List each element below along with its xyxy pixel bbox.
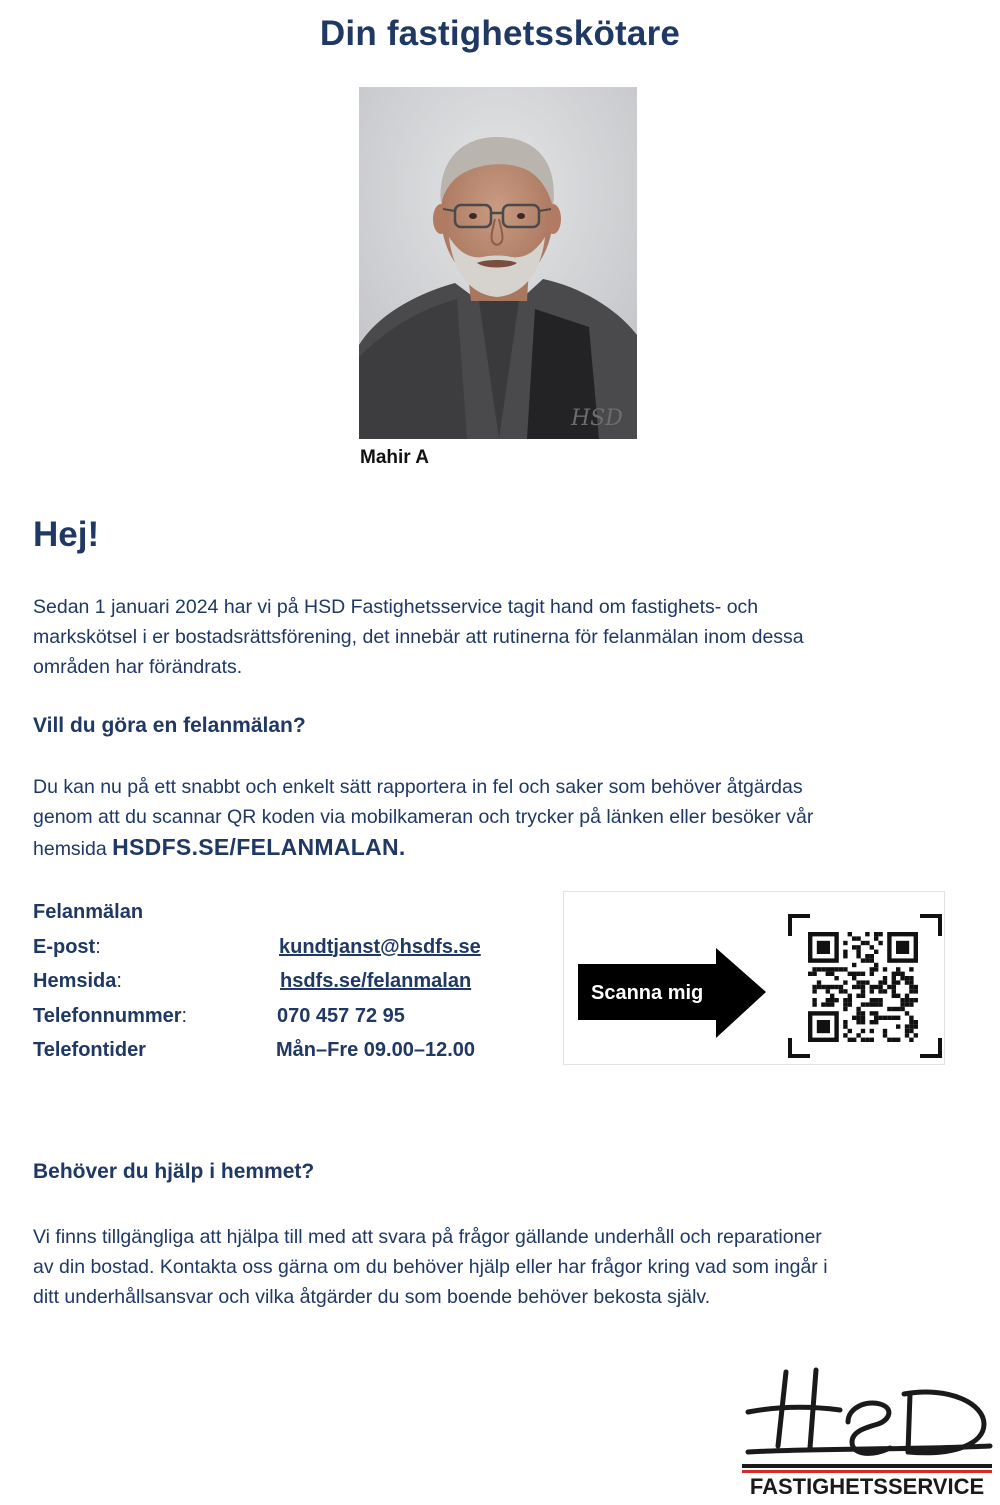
qr-panel bbox=[563, 891, 945, 1065]
scan-me-label: Scanna mig bbox=[591, 982, 704, 1004]
photo-caption: Mahir A bbox=[360, 447, 429, 468]
email-link[interactable]: kundtjanst@hsdfs.se bbox=[279, 935, 481, 958]
greeting-heading: Hej! bbox=[33, 515, 100, 554]
contact-heading-row bbox=[33, 895, 553, 930]
hsd-logo bbox=[740, 1360, 995, 1500]
help-line: ditt underhållsansvar och vilka åtgärder du som boende behöver bekosta själv. bbox=[33, 1286, 711, 1308]
qr-code-icon[interactable] bbox=[808, 932, 918, 1042]
portrait-image bbox=[359, 87, 637, 439]
felanmalan-website-link[interactable]: HSDFS.SE/FELANMALAN. bbox=[112, 834, 406, 860]
contact-website-row bbox=[33, 964, 553, 999]
phone-hours: Mån–Fre 09.00–12.00 bbox=[276, 1039, 476, 1061]
website-link[interactable]: hsdfs.se/felanmalan bbox=[280, 970, 472, 992]
contact-hours-row bbox=[33, 1033, 553, 1068]
hsd-logo-mark bbox=[740, 1360, 995, 1500]
scan-me-graphic bbox=[564, 892, 944, 1064]
phone-label: Telefonnummer: bbox=[33, 1004, 188, 1027]
contact-email-row bbox=[33, 930, 553, 965]
report-line: genom att du scannar QR koden via mobilkameran och trycker på länken eller besöker vår bbox=[33, 806, 814, 828]
email-label: E-post: bbox=[33, 935, 101, 958]
help-line: Vi finns tillgängliga att hjälpa till med att svara på frågor gällande underhåll och reparationer bbox=[33, 1226, 822, 1248]
report-line: Du kan nu på ett snabbt och enkelt sätt rapportera in fel och saker som behöver åtgärdas bbox=[33, 776, 803, 798]
intro-paragraph bbox=[33, 592, 973, 682]
report-paragraph bbox=[33, 772, 973, 864]
jacket-logo: HSD bbox=[571, 406, 623, 431]
contact-block bbox=[33, 895, 553, 1068]
contact-heading: Felanmälan bbox=[33, 901, 144, 923]
website-label: Hemsida: bbox=[33, 970, 122, 992]
caretaker-photo bbox=[359, 87, 637, 439]
intro-line: områden har förändrats. bbox=[33, 656, 243, 678]
intro-line: markskötsel i er bostadsrättsförening, det innebär att rutinerna för felanmälan inom dessa bbox=[33, 626, 804, 648]
hours-label: Telefontider bbox=[33, 1039, 146, 1061]
page-title: Din fastighetsskötare bbox=[319, 14, 681, 53]
logo-wordmark: FASTIGHETSSERVICE bbox=[749, 1474, 985, 1499]
phone-number[interactable]: 070 457 72 95 bbox=[277, 1004, 405, 1027]
help-paragraph bbox=[33, 1222, 973, 1312]
report-line-3 bbox=[33, 832, 973, 864]
help-heading: Behöver du hjälp i hemmet? bbox=[33, 1160, 315, 1183]
intro-line: Sedan 1 januari 2024 har vi på HSD Fastighetsservice tagit hand om fastighets- och bbox=[33, 596, 759, 618]
logo-accent-bar bbox=[742, 1470, 992, 1473]
report-heading: Vill du göra en felanmälan? bbox=[33, 714, 306, 737]
report-line-prefix: hemsida bbox=[33, 838, 113, 860]
contact-phone-row bbox=[33, 999, 553, 1034]
help-line: av din bostad. Kontakta oss gärna om du behöver hjälp eller har frågor kring vad som ingår i bbox=[33, 1256, 828, 1278]
